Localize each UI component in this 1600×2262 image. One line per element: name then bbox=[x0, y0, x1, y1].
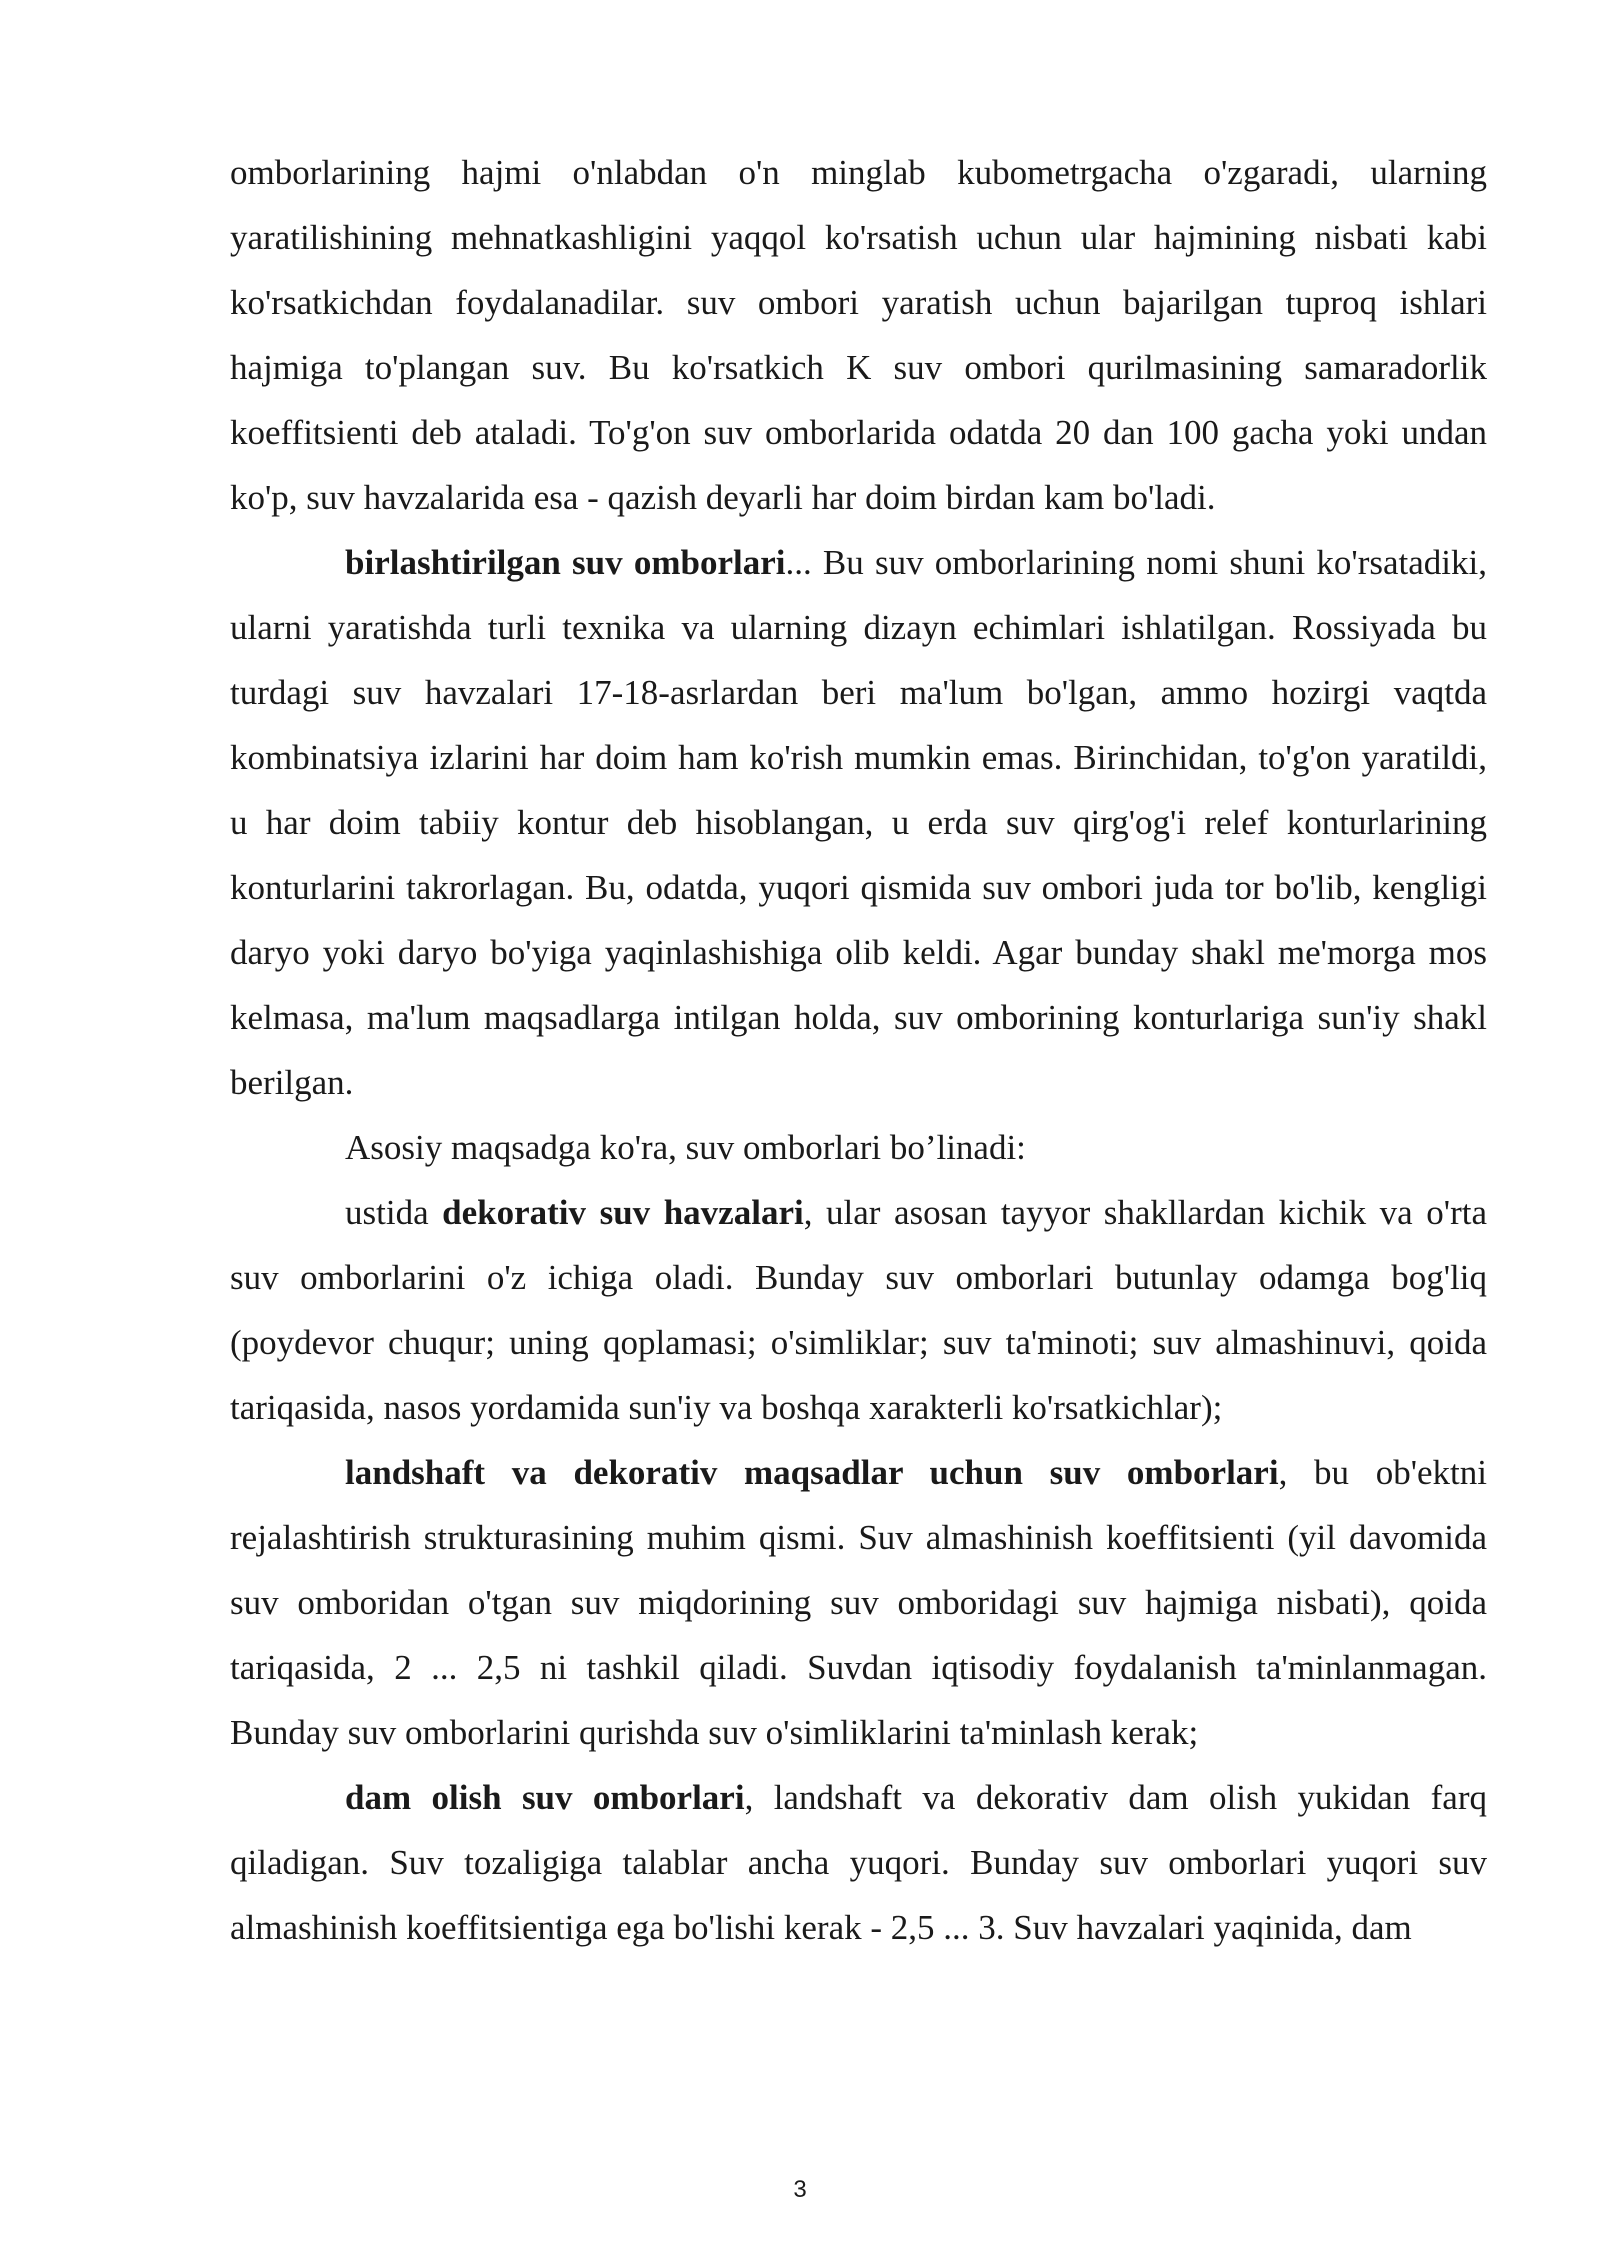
paragraph-1 bbox=[230, 140, 1487, 530]
paragraph-text: Asosiy maqsadga ko'ra, suv omborlari bo’linadi: bbox=[345, 1128, 1026, 1167]
page-number: 3 bbox=[793, 2176, 807, 2203]
paragraph-bold-term: dam olish suv omborlari bbox=[345, 1778, 745, 1817]
paragraph-text: , ular asosan tayyor shakllardan kichik va o'rta suv omborlarini o'z ichiga oladi. Bunday suv omborlari butunlay odamga bog'liq (poydevor chuqur; uning qoplamasi; o'simliklar; suv ta'minoti; suv almashinuvi, qoida tariqasida, nasos yordamida sun'iy va boshqa xarakterli ko'rsatkichlar); bbox=[230, 1193, 1487, 1427]
paragraph-4 bbox=[230, 1180, 1487, 1440]
paragraph-bold-term: birlashtirilgan suv omborlari bbox=[345, 543, 786, 582]
document-body bbox=[230, 140, 1487, 1960]
paragraph-6 bbox=[230, 1765, 1487, 1960]
paragraph-bold-term: dekorativ suv havzalari bbox=[442, 1193, 804, 1232]
paragraph-lead: ustida bbox=[345, 1193, 443, 1232]
paragraph-3 bbox=[230, 1115, 1487, 1180]
paragraph-text: , bu ob'ektni rejalashtirish strukturasining muhim qismi. Suv almashinish koeffitsienti (yil davomida suv omboridan o'tgan suv miqdorining suv omboridagi suv hajmiga nisbati), qoida tariqasida, 2 ... 2,5 ni tashkil qiladi. Suvdan iqtisodiy foydalanish ta'minlanmagan. Bunday suv omborlarini qurishda suv o'simliklarini ta'minlash kerak; bbox=[230, 1453, 1487, 1752]
paragraph-2 bbox=[230, 530, 1487, 1115]
paragraph-text: , landshaft va dekorativ dam olish yukidan farq qiladigan. Suv tozaligiga talablar ancha yuqori. Bunday suv omborlari yuqori suv almashinish koeffitsientiga ega bo'lishi kerak - 2,5 ... 3. Suv havzalari yaqinida, dam bbox=[230, 1778, 1487, 1947]
paragraph-text: omborlarining hajmi o'nlabdan o'n minglab kubometrgacha o'zgaradi, ularning yaratilishining mehnatkashligini yaqqol ko'rsatish uchun ular hajmining nisbati kabi ko'rsatkichdan foydalanadilar. suv ombori yaratish uchun bajarilgan tuproq ishlari hajmiga to'plangan suv. Bu ko'rsatkich K suv ombori qurilmasining samaradorlik koeffitsienti deb ataladi. To'g'on suv omborlarida odatda 20 dan 100 gacha yoki undan ko'p, suv havzalarida esa - qazish deyarli har doim birdan kam bo'ladi. bbox=[230, 153, 1487, 517]
paragraph-text: ... Bu suv omborlarining nomi shuni ko'rsatadiki, ularni yaratishda turli texnika va ularning dizayn echimlari ishlatilgan. Rossiyada bu turdagi suv havzalari 17-18-asrlardan beri ma'lum bo'lgan, ammo hozirgi vaqtda kombinatsiya izlarini har doim ham ko'rish mumkin emas. Birinchidan, to'g'on yaratildi, u har doim tabiiy kontur deb hisoblangan, u erda suv qirg'og'i relef konturlarining konturlarini takrorlagan. Bu, odatda, yuqori qismida suv ombori juda tor bo'lib, kengligi daryo yoki daryo bo'yiga yaqinlashishiga olib keldi. Agar bunday shakl me'morga mos kelmasa, ma'lum maqsadlarga intilgan holda, suv omborining konturlariga sun'iy shakl berilgan. bbox=[230, 543, 1487, 1102]
paragraph-5 bbox=[230, 1440, 1487, 1765]
paragraph-bold-term: landshaft va dekorativ maqsadlar uchun suv omborlari bbox=[345, 1453, 1279, 1492]
